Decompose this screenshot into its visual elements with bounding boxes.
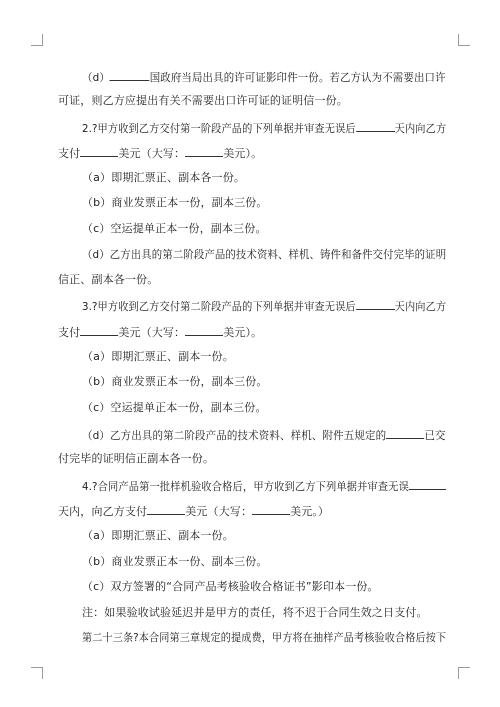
line-text: 可证，则乙方应提出有关不需要出口许可证的证明信一份。: [58, 94, 348, 107]
paragraph-line: [82, 222, 267, 236]
line-text: （b）商业发票正本一份，副本三份。: [82, 375, 268, 388]
line-text: 支付: [58, 147, 81, 160]
line-text: 天内向乙方: [394, 300, 447, 313]
paragraph-line: [58, 94, 348, 108]
line-text: （d）: [82, 71, 110, 84]
line-text: 国政府当局出具的许可证影印件一份。若乙方认为不需要出口许: [149, 71, 446, 84]
line-text: 美元（大写：: [118, 147, 186, 160]
paragraph-line: [82, 606, 428, 620]
line-text: 3.?甲方收到乙方交付第二阶段产品的下列单据并审查无误后: [82, 300, 356, 313]
fill-blank: [185, 145, 223, 157]
paragraph-line: [58, 324, 262, 340]
paragraph-line: [82, 580, 379, 594]
line-text: （d）乙方出具的第二阶段产品的技术资料、样机、铸件和备件交付完毕的证明: [82, 248, 447, 261]
paragraph-line: [82, 631, 446, 645]
fill-blank: [80, 145, 118, 157]
paragraph-line: [82, 120, 446, 136]
line-text: （b）商业发票正本一份、副本三份。: [82, 555, 268, 568]
line-text: 美元）。: [223, 147, 263, 160]
line-text: 支付: [58, 326, 81, 339]
line-text: （b）商业发票正本一份，副本三份。: [82, 196, 268, 209]
fill-blank: [147, 503, 185, 515]
paragraph-line: [82, 196, 268, 210]
fill-blank: [80, 324, 118, 336]
fill-blank: [409, 478, 446, 490]
crop-mark-bottom-right: [458, 667, 470, 679]
line-text: 美元（大写：: [185, 505, 253, 518]
fill-blank: [252, 503, 290, 515]
paragraph-line: [82, 427, 446, 443]
paragraph-line: [82, 401, 267, 415]
paragraph-line: [58, 503, 329, 519]
paragraph-line: [82, 248, 446, 262]
paragraph-line: [82, 350, 234, 364]
line-text: 美元）。: [223, 326, 263, 339]
line-text: 信正、副本各一份。: [58, 273, 159, 286]
line-text: （d）乙方出具的第二阶段产品的技术资料、样机、附件五规定的: [82, 429, 387, 442]
paragraph-line: [82, 375, 268, 389]
line-text: （a）即期汇票正、副本一份。: [82, 529, 234, 542]
crop-mark-top-right: [458, 34, 470, 46]
paragraph-line: [82, 529, 234, 543]
line-text: 2.?甲方收到乙方交付第一阶段产品的下列单据并审查无误后: [82, 122, 356, 135]
line-text: 已交: [424, 429, 446, 442]
line-text: （c）双方签署的“合同产品考核验收合格证书”影印本一份。: [82, 580, 379, 593]
line-text: （c）空运提单正本一份，副本三份。: [82, 401, 267, 414]
paragraph-line: [82, 555, 268, 569]
crop-mark-bottom-left: [31, 667, 43, 679]
line-text: 付完毕的证明信正副本各一份。: [58, 452, 215, 465]
line-text: 天内向乙方: [394, 122, 447, 135]
paragraph-line: [58, 452, 214, 466]
paragraph-line: [82, 478, 446, 494]
line-text: 注：如果验收试验延迟并是甲方的责任，将不迟于合同生效之日支付。: [82, 606, 428, 619]
fill-blank: [386, 427, 424, 439]
fill-blank: [185, 324, 223, 336]
line-text: （a）即期汇票正、副本一份。: [82, 350, 234, 363]
fill-blank: [356, 298, 395, 310]
line-text: 第二十三条?本合同第三章规定的提成费，甲方将在抽样产品考核验收合格后按下: [82, 631, 447, 644]
paragraph-line: [58, 273, 158, 287]
paragraph-line: [82, 298, 446, 314]
line-text: （a）即期汇票正、副本各一份。: [82, 171, 245, 184]
paragraph-line: [82, 171, 245, 185]
paragraph-line: [58, 145, 262, 161]
fill-blank: [356, 120, 395, 132]
line-text: 美元。）: [290, 505, 330, 518]
line-text: 天内，向乙方支付: [58, 505, 148, 518]
crop-mark-top-left: [31, 34, 43, 46]
fill-blank: [110, 69, 150, 81]
paragraph-line: [82, 69, 446, 85]
line-text: （c）空运提单正本一份，副本三份。: [82, 222, 267, 235]
line-text: 美元（大写：: [118, 326, 186, 339]
line-text: 4.?合同产品第一批样机验收合格后，甲方收到乙方下列单据并审查无误: [82, 480, 410, 493]
